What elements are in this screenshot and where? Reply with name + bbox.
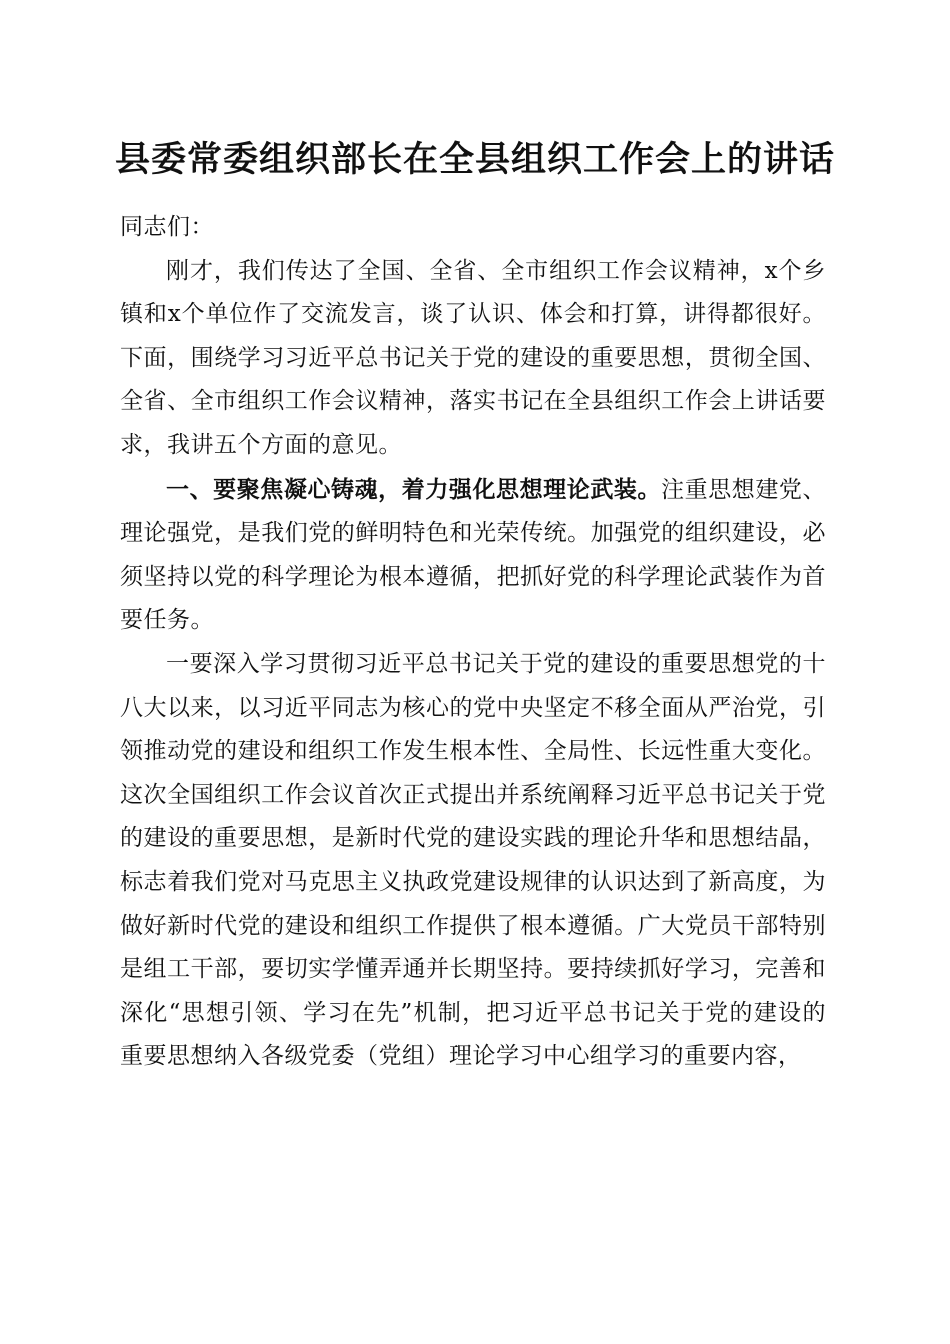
document-body [120,206,826,1079]
paragraph-opening: 刚才，我们传达了全国、全省、全市组织工作会议精神，x个乡镇和x个单位作了交流发言，谈了认识、体会和打算，讲得都很好。下面，围绕学习习近平总书记关于党的建设的重要思想，贯彻全国、全省、全市组织工作会议精神，落实书记在全县组织工作会上讲话要求，我讲五个方面的意见。 [120,257,826,458]
section-one-text: 注重思想建党、理论强党，是我们党的鲜明特色和光荣传统。加强党的组织建设，必须坚持以党的科学理论为根本遵循，把抓好党的科学理论武装作为首要任务。 [120,476,827,634]
salutation: 同志们： [120,214,214,240]
section-one-heading: 一、要聚焦凝心铸魂，着力强化思想理论武装。 [166,475,662,503]
paragraph-section-one [120,468,826,643]
document-title: 县委常委组织部长在全县组织工作会上的讲话 [114,139,835,180]
paragraph-point-one: 一要深入学习贯彻习近平总书记关于党的建设的重要思想党的十八大以来，以习近平同志为核心的党中央坚定不移全面从严治党，引领推动党的建设和组织工作发生根本性、全局性、长远性重大变化。这次全国组织工作会议首次正式提出并系统阐释习近平总书记关于党的建设的重要思想，是新时代党的建设实践的理论升华和思想结晶，标志着我们党对马克思主义执政党建设规律的认识达到了新高度，为做好新时代党的建设和组织工作提供了根本遵循。广大党员干部特别是组工干部，要切实学懂弄通并长期坚持。要持续抓好学习，完善和深化“思想引领、学习在先”机制，把习近平总书记关于党的建设的重要思想纳入各级党委（党组）理论学习中心组学习的重要内容， [120,650,826,1070]
